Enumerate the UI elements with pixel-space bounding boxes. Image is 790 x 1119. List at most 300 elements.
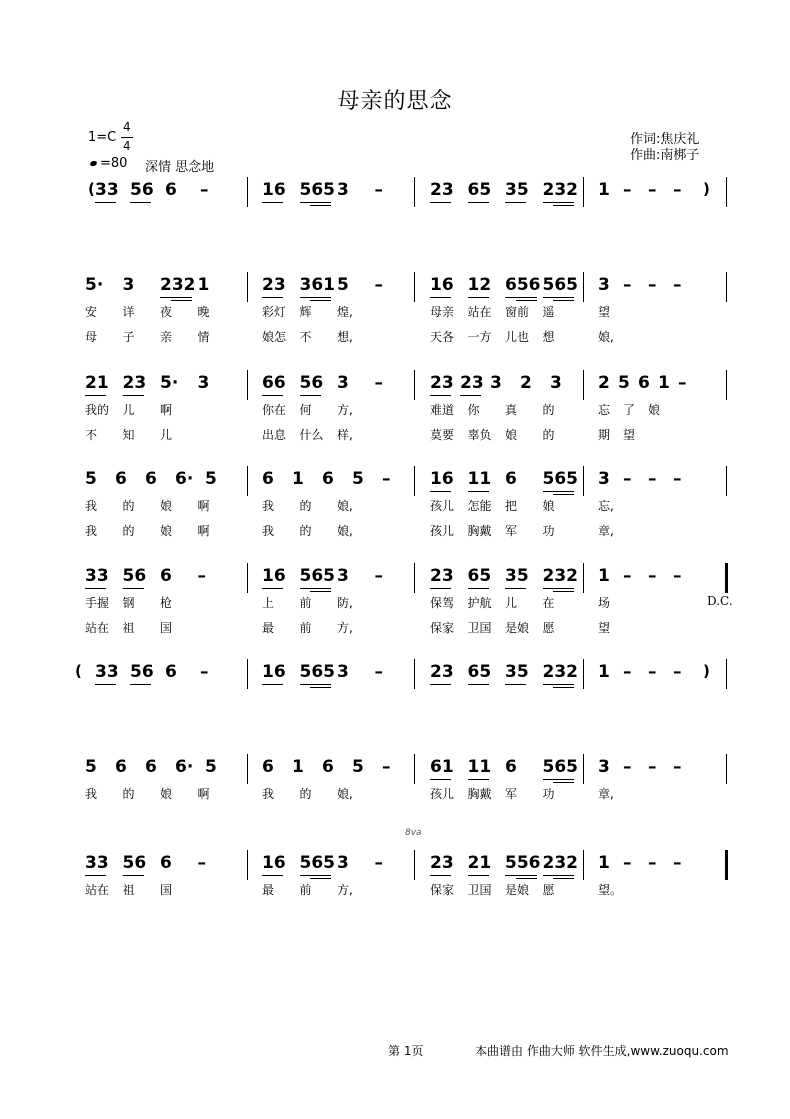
beam-underline (430, 297, 451, 298)
lyric-syllable: 在 (542, 596, 555, 610)
note-group: 361 (299, 275, 335, 295)
barline (583, 272, 584, 302)
lyric-syllable: 出息 (262, 428, 287, 442)
note-group: 3 (337, 662, 349, 682)
beam-underline (430, 875, 451, 876)
beam-underline (95, 684, 116, 685)
barline (247, 563, 248, 593)
dash-extension: – (374, 853, 383, 873)
note-group: 1 (197, 275, 210, 295)
note-group: 21 (467, 853, 492, 873)
lyric-syllable: 军 (505, 524, 518, 538)
lyric-syllable: 站在 (85, 883, 110, 897)
lyric-syllable: 你在 (262, 403, 287, 417)
lyric-syllable: 祖 (122, 621, 135, 635)
lyric-syllable: 祖 (122, 883, 135, 897)
note-group: 16 (430, 469, 454, 489)
lyric-syllable: 愿 (542, 621, 555, 635)
note-group: 23 (430, 566, 454, 586)
barline (583, 754, 584, 784)
note-group: 3 (598, 469, 610, 489)
note-group: 6 (638, 373, 650, 393)
note-group: 6 (145, 757, 157, 777)
barline (247, 850, 248, 880)
note-group: 5 (337, 275, 349, 295)
lyric-syllable: 我 (262, 787, 275, 801)
barline (726, 370, 727, 400)
lyric-syllable: 胸戴 (467, 787, 492, 801)
note-group: 21 (85, 373, 109, 393)
lyric-syllable: 娘 (542, 499, 555, 513)
lyric-syllable: 煌, (337, 305, 353, 319)
note-group: 6 (160, 853, 172, 873)
lyric-syllable: 方, (337, 883, 353, 897)
note-group: 35 (505, 180, 529, 200)
beam-underline (85, 395, 106, 396)
barline (583, 563, 584, 593)
dash-extension: – (623, 757, 632, 777)
tempo-marking: =80 (100, 156, 128, 171)
score-system (0, 662, 790, 722)
barline (414, 272, 415, 302)
lyric-syllable: 晚 (197, 305, 210, 319)
lyric-syllable: 彩灯 (262, 305, 287, 319)
final-barline (725, 563, 728, 593)
note-group: 6· (175, 469, 194, 489)
lyric-syllable: 保家 (430, 621, 455, 635)
dash-extension: – (374, 373, 383, 393)
lyric-syllable: 怎能 (467, 499, 492, 513)
score-system (0, 566, 790, 635)
lyric-syllable: 啊 (197, 524, 210, 538)
lyric-syllable: 我 (85, 787, 98, 801)
beam-underline (123, 588, 144, 589)
lyric-syllable: 上 (262, 596, 275, 610)
beam-underline (310, 878, 331, 879)
lyric-syllable: 娘 (160, 787, 173, 801)
lyric-syllable: 章, (598, 787, 614, 801)
beam-underline (468, 588, 489, 589)
lyric-syllable: 的 (122, 787, 135, 801)
beam-underline (310, 591, 331, 592)
lyric-syllable: 的 (542, 428, 555, 442)
beam-underline (553, 300, 574, 301)
beam-underline (543, 588, 575, 589)
note-group: 35 (505, 662, 529, 682)
note-group: 3 (490, 373, 502, 393)
lyric-syllable: 不 (85, 428, 98, 442)
beam-underline (130, 202, 151, 203)
composer: 作曲:南梆子 (630, 148, 700, 163)
note-group: 6 (505, 757, 517, 777)
note-group: 6 (262, 469, 274, 489)
dash-extension: – (648, 662, 657, 682)
lyric-syllable: 样, (337, 428, 353, 442)
beam-underline (300, 684, 332, 685)
dash-extension: – (673, 662, 682, 682)
dash-extension: – (673, 180, 682, 200)
lyric-syllable: 啊 (197, 787, 210, 801)
lyric-syllable: 知 (122, 428, 135, 442)
beam-underline (430, 395, 451, 396)
barline (726, 177, 727, 207)
lyric-syllable: 不 (299, 330, 312, 344)
lyric-syllable: 站在 (467, 305, 492, 319)
dash-extension: – (673, 469, 682, 489)
beam-underline (553, 591, 574, 592)
beam-underline (310, 687, 331, 688)
beam-underline (262, 875, 283, 876)
beam-underline (262, 297, 283, 298)
note-group: 565 (299, 853, 335, 873)
lyric-syllable: 我 (85, 499, 98, 513)
dash-extension: – (623, 662, 632, 682)
note-group: 23 (430, 373, 454, 393)
beam-underline (262, 395, 283, 396)
barline (414, 370, 415, 400)
lyric-syllable: 章, (598, 524, 614, 538)
note-group: 23 (430, 662, 454, 682)
note-group: 3 (550, 373, 562, 393)
dash-extension: – (623, 469, 632, 489)
lyric-syllable: 功 (542, 524, 555, 538)
beam-underline (300, 395, 321, 396)
beam-underline (505, 297, 537, 298)
lyricist: 作词:焦庆礼 (630, 132, 700, 147)
note-group: 6 (115, 469, 127, 489)
beam-underline (123, 395, 144, 396)
note-group: 5 (352, 469, 364, 489)
dash-extension: – (648, 853, 657, 873)
dash-extension: – (382, 469, 391, 489)
lyric-syllable: 一方 (467, 330, 492, 344)
lyric-syllable: 娘, (598, 330, 614, 344)
lyric-syllable: 我 (85, 524, 98, 538)
time-signature-bottom: 4 (123, 139, 131, 153)
lyric-syllable: 卫国 (467, 621, 492, 635)
lyric-syllable: 娘, (337, 787, 353, 801)
note-group: 65 (467, 180, 492, 200)
beam-underline (262, 588, 283, 589)
lyric-syllable: 安 (85, 305, 98, 319)
lyric-syllable: 愿 (542, 883, 555, 897)
beam-underline (300, 297, 332, 298)
note-group: 61 (430, 757, 454, 777)
barline (726, 754, 727, 784)
note-group: 2 (520, 373, 532, 393)
note-group: 33 (85, 566, 109, 586)
beam-underline (468, 202, 489, 203)
note-group: 1 (598, 662, 610, 682)
note-group: 33 (95, 180, 119, 200)
barline (583, 659, 584, 689)
beam-underline (553, 878, 574, 879)
note-group: 1 (292, 757, 304, 777)
beam-underline (543, 202, 575, 203)
lyric-syllable: 把 (505, 499, 518, 513)
beam-underline (310, 205, 331, 206)
beam-underline (468, 875, 489, 876)
dash-extension: – (673, 566, 682, 586)
note-group: 56 (130, 662, 154, 682)
lyric-syllable: 我 (262, 499, 275, 513)
lyric-syllable: 方, (337, 621, 353, 635)
lyric-syllable: 我的 (85, 403, 110, 417)
beam-underline (505, 202, 526, 203)
beam-underline (430, 684, 451, 685)
beam-underline (160, 297, 192, 298)
beam-underline (171, 300, 192, 301)
beam-underline (95, 202, 116, 203)
note-group: 23 (460, 373, 484, 393)
note-group: 232 (542, 180, 578, 200)
beam-underline (262, 684, 283, 685)
lyric-syllable: 的 (542, 403, 555, 417)
note-group: 6 (165, 662, 177, 682)
lyric-syllable: 最 (262, 621, 275, 635)
lyric-syllable: 的 (299, 787, 312, 801)
dash-extension: – (678, 373, 687, 393)
note-group: 5 (85, 469, 97, 489)
lyric-syllable: 望 (598, 305, 611, 319)
lyric-syllable: 亲 (160, 330, 173, 344)
lyric-syllable: 的 (299, 499, 312, 513)
lyric-syllable: 了 (623, 403, 636, 417)
beam-underline (468, 297, 489, 298)
lyric-syllable: 儿也 (505, 330, 530, 344)
barline (414, 659, 415, 689)
beam-underline (262, 202, 283, 203)
lyric-syllable: 子 (122, 330, 135, 344)
beam-underline (460, 395, 481, 396)
barline (247, 466, 248, 496)
note-group: 33 (85, 853, 109, 873)
lyric-syllable: 窗前 (505, 305, 530, 319)
dash-extension: – (648, 757, 657, 777)
repeat-close-paren: ) (703, 662, 710, 680)
dash-extension: – (648, 180, 657, 200)
score-system (0, 373, 790, 442)
score-system (0, 757, 790, 817)
barline (247, 754, 248, 784)
score-system (0, 853, 790, 913)
barline (726, 659, 727, 689)
lyric-syllable: 真 (505, 403, 518, 417)
barline (414, 466, 415, 496)
lyric-syllable: 的 (122, 524, 135, 538)
lyric-syllable: 娘, (337, 499, 353, 513)
note-group: 65 (467, 662, 492, 682)
note-group: 1 (292, 469, 304, 489)
quarter-note-icon (89, 160, 97, 167)
barline (583, 370, 584, 400)
repeat-open-paren: ( (88, 180, 95, 198)
dash-extension: – (648, 566, 657, 586)
note-group: 33 (95, 662, 119, 682)
lyric-syllable: 想, (337, 330, 353, 344)
lyric-syllable: 期 (598, 428, 611, 442)
time-signature-line (121, 137, 133, 138)
lyric-syllable: 情 (197, 330, 210, 344)
lyric-syllable: 难道 (430, 403, 455, 417)
lyric-syllable: 保家 (430, 883, 455, 897)
da-capo-mark: D.C. (707, 594, 733, 608)
note-group: 232 (160, 275, 196, 295)
beam-underline (310, 300, 331, 301)
note-group: 1 (598, 180, 610, 200)
note-group: 56 (122, 853, 147, 873)
lyric-syllable: 忘 (598, 403, 611, 417)
note-group: 5 (618, 373, 630, 393)
beam-underline (300, 875, 332, 876)
note-group: 2 (598, 373, 610, 393)
dash-extension: – (648, 275, 657, 295)
note-group: 565 (299, 566, 335, 586)
dash-extension: – (374, 662, 383, 682)
dash-extension: – (374, 566, 383, 586)
barline (414, 850, 415, 880)
note-group: 3 (598, 275, 610, 295)
lyric-syllable: 前 (299, 883, 312, 897)
lyric-syllable: 什么 (299, 428, 324, 442)
lyric-syllable: 前 (299, 621, 312, 635)
key-signature: 1=C (88, 130, 117, 145)
dash-extension: – (623, 853, 632, 873)
lyric-syllable: 钢 (122, 596, 135, 610)
note-group: 6 (165, 180, 177, 200)
score-system (0, 275, 790, 344)
dash-extension: – (673, 275, 682, 295)
beam-underline (430, 779, 451, 780)
note-group: 5· (160, 373, 179, 393)
lyric-syllable: 详 (122, 305, 135, 319)
note-group: 3 (337, 853, 349, 873)
note-group: 3 (598, 757, 610, 777)
lyric-syllable: 母 (85, 330, 98, 344)
note-group: 16 (262, 566, 286, 586)
note-group: 11 (467, 469, 492, 489)
lyric-syllable: 我 (262, 524, 275, 538)
lyric-syllable: 最 (262, 883, 275, 897)
beam-underline (553, 782, 574, 783)
note-group: 3 (197, 373, 210, 393)
lyric-syllable: 站在 (85, 621, 110, 635)
beam-underline (430, 588, 451, 589)
lyric-syllable: 儿 (505, 596, 518, 610)
lyric-syllable: 娘 (648, 403, 661, 417)
dash-extension: – (374, 275, 383, 295)
lyric-syllable: 是娘 (505, 883, 530, 897)
lyric-syllable: 是娘 (505, 621, 530, 635)
lyric-syllable: 啊 (160, 403, 173, 417)
note-group: 56 (122, 566, 147, 586)
beam-underline (468, 779, 489, 780)
note-group: 232 (542, 662, 578, 682)
song-title: 母亲的思念 (337, 89, 453, 114)
dash-extension: – (374, 180, 383, 200)
lyric-syllable: 娘怎 (262, 330, 287, 344)
lyric-syllable: 何 (299, 403, 312, 417)
barline (247, 370, 248, 400)
lyric-syllable: 孩儿 (430, 524, 455, 538)
note-group: 65 (467, 566, 492, 586)
note-group: 3 (122, 275, 135, 295)
dash-extension: – (623, 275, 632, 295)
dash-extension: – (623, 180, 632, 200)
lyric-syllable: 望 (598, 621, 611, 635)
note-group: 35 (505, 566, 529, 586)
lyric-syllable: 遥 (542, 305, 555, 319)
note-group: 1 (658, 373, 670, 393)
barline (726, 272, 727, 302)
software-credit: 本曲谱由 作曲大师 软件生成,www.zuoqu.com (475, 1044, 729, 1058)
lyric-syllable: 望 (623, 428, 636, 442)
repeat-open-paren: ( (75, 662, 82, 680)
note-group: 565 (542, 275, 578, 295)
lyric-syllable: 忘, (598, 499, 614, 513)
beam-underline (430, 491, 451, 492)
lyric-syllable: 娘 (160, 499, 173, 513)
lyric-syllable: 辜负 (467, 428, 492, 442)
lyric-syllable: 国 (160, 883, 173, 897)
note-group: 6 (160, 566, 172, 586)
note-group: 5 (205, 469, 217, 489)
lyric-syllable: 母亲 (430, 305, 455, 319)
lyric-syllable: 护航 (467, 596, 492, 610)
lyric-syllable: 辉 (299, 305, 312, 319)
lyric-syllable: 军 (505, 787, 518, 801)
note-group: 1 (598, 853, 610, 873)
note-group: 5 (205, 757, 217, 777)
note-group: 1 (598, 566, 610, 586)
lyric-syllable: 娘 (505, 428, 518, 442)
note-group: 3 (337, 373, 349, 393)
note-group: 23 (122, 373, 147, 393)
lyric-syllable: 功 (542, 787, 555, 801)
note-group: 12 (467, 275, 492, 295)
octave-marking: 8va (405, 828, 422, 838)
dash-extension: – (200, 180, 209, 200)
lyric-syllable: 手握 (85, 596, 110, 610)
lyric-syllable: 防, (337, 596, 353, 610)
score-system (0, 180, 790, 240)
beam-underline (543, 779, 575, 780)
barline (414, 563, 415, 593)
beam-underline (553, 687, 574, 688)
note-group: 23 (262, 275, 286, 295)
beam-underline (130, 684, 151, 685)
barline (414, 754, 415, 784)
barline (583, 466, 584, 496)
note-group: 6 (322, 469, 334, 489)
beam-underline (516, 878, 537, 879)
lyric-syllable: 方, (337, 403, 353, 417)
note-group: 6· (175, 757, 194, 777)
barline (247, 272, 248, 302)
note-group: 565 (299, 662, 335, 682)
lyric-syllable: 的 (299, 524, 312, 538)
note-group: 56 (299, 373, 324, 393)
barline (414, 177, 415, 207)
expression-marking: 深情 思念地 (145, 160, 215, 175)
dash-extension: – (648, 469, 657, 489)
dash-extension: – (673, 757, 682, 777)
note-group: 5 (352, 757, 364, 777)
lyric-syllable: 前 (299, 596, 312, 610)
lyric-syllable: 娘, (337, 524, 353, 538)
beam-underline (553, 494, 574, 495)
beam-underline (505, 684, 526, 685)
